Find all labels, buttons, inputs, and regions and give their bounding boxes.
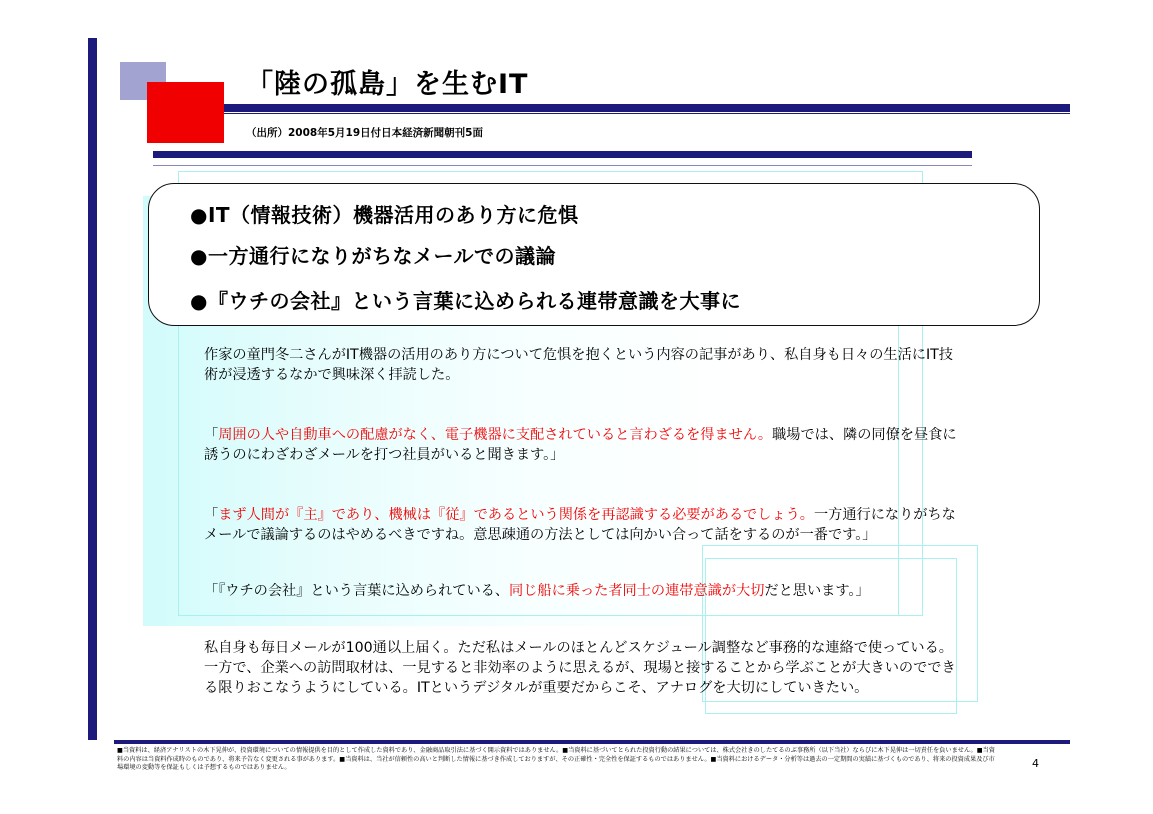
page-number: 4 bbox=[1032, 757, 1039, 770]
source-citation: （出所）2008年5月19日付日本経済新聞朝刊5面 bbox=[246, 127, 483, 139]
source-divider-thin bbox=[153, 165, 972, 166]
quote-text: 職場では、隣の同僚を昼食に誘うのにわざわざメールを打つ社員がいると聞きます。」 bbox=[204, 427, 957, 463]
quote-paragraph bbox=[204, 425, 964, 465]
quote-open: 「 bbox=[204, 427, 219, 443]
key-point: ●一方通行になりがちなメールでの議論 bbox=[190, 244, 557, 268]
quote-highlight: まず人間が『主』であり、機械は『従』であるという関係を再認識する必要があるでしょう。 bbox=[218, 507, 814, 523]
key-point: ●『ウチの会社』という言葉に込められる連帯意識を大事に bbox=[190, 289, 741, 313]
closing-paragraph: 私自身も毎日メールが100通以上届く。ただ私はメールのほとんどスケジュール調整など事務的な連絡で使っている。一方で、企業への訪問取材は、一見すると非効率のように思えるが、現場と接することから学ぶことが大きいのでできる限りおこなうようにしている。ITというデジタルが重要だからこそ、アナログを大切にしていきたい。 bbox=[204, 640, 956, 696]
title-underline-thin bbox=[224, 113, 1070, 114]
key-point: ●IT（情報技術）機器活用のあり方に危惧 bbox=[190, 203, 579, 227]
legal-disclaimer: ■当資料は、経済アナリストの木下晃伸が、投資環境についての情報提供を目的として作成した資料であり、金融商品取引法に基づく開示資料ではありません。■当資料に基づいてとられた投資行動の結果については、株式会社きのしたてるのぶ事務所（以下当社）ならびに木下晃伸は一切責任を負いません。■当資料の内容は当資料作成時のものであり、将来予告なく変更される事があります。■当資料は、当社が信頼性の高いと判断した情報に基づき作成しておりますが、その正確性・完全性を保証するものではありません。■当資料におけるデータ・分析等は過去の一定期間の実績に基づくものであり、将来の投資成果及び市場環境の変動等を保証もしくは予想するものではありません。 bbox=[117, 747, 995, 772]
intro-paragraph: 作家の童門冬二さんがIT機器の活用のあり方について危惧を抱くという内容の記事があり、私自身も日々の生活にIT技術が浸透するなかで興味深く拝読した。 bbox=[204, 347, 953, 383]
source-divider bbox=[153, 151, 972, 158]
red-square-decoration bbox=[147, 82, 224, 143]
quote-text: だと思います。」 bbox=[764, 583, 870, 599]
quote-paragraph bbox=[204, 581, 964, 601]
quote-text: 一方通行になりがちなメールで議論するのはやめるべきですね。意思疎通の方法としては向かい合って話をするのが一番です。」 bbox=[204, 507, 956, 543]
quote-highlight: 周囲の人や自動車への配慮がなく、電子機器に支配されていると言わざるを得ません。 bbox=[218, 427, 773, 443]
quote-highlight: 同じ船に乗った者同士の連帯意識が大切 bbox=[509, 583, 765, 599]
footer-divider bbox=[114, 740, 1070, 744]
slide-title: 「陸の孤島」を生むIT bbox=[246, 69, 529, 100]
quote-paragraph bbox=[204, 505, 964, 545]
title-underline bbox=[224, 104, 1070, 112]
quote-text: 「『ウチの会社』という言葉に込められている、 bbox=[204, 583, 510, 599]
left-accent-bar bbox=[88, 38, 97, 740]
quote-open: 「 bbox=[204, 507, 219, 523]
